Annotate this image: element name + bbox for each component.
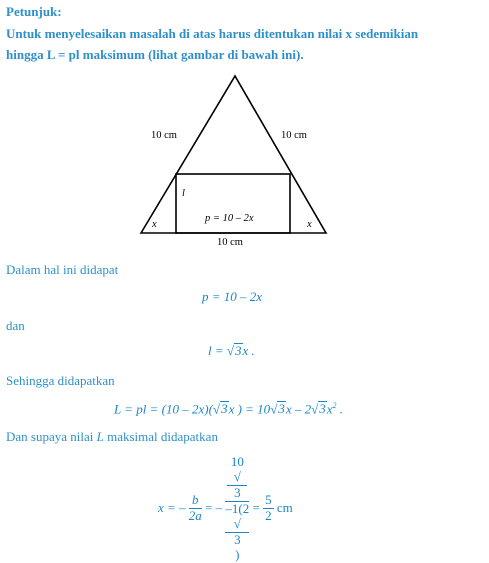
left-x-label: x [152, 219, 157, 230]
text-and: dan [6, 318, 25, 333]
equation-p: p = 10 – 2x [202, 289, 263, 304]
text-so-obtained: Sehingga didapatkan [6, 373, 115, 388]
intro-line-1: Untuk menyelesaikan masalah di atas harus ditentukan nilai x sedemikian [6, 26, 419, 41]
right-side-label: 10 cm [281, 130, 307, 141]
equation-L: L = pl = (10 – 2x)(√3x ) = $10√3x - 2√3x^2$ . [114, 401, 344, 417]
intro-line-2: hingga L = pl maksimum (lihat gambar di bawah ini). [6, 47, 304, 62]
left-side-label: 10 cm [151, 130, 177, 141]
inscribed-rectangle [176, 174, 290, 233]
text-in-this-case: Dalam hal ini didapat [6, 262, 119, 277]
equation-x: x = – $\frac{b}{2a}$ = – 10 √ 3 –1(2 √ 3 ) = $\frac{5}{2}$ cm [158, 454, 293, 562]
base-label: 10 cm [217, 237, 243, 248]
triangle-outline [141, 76, 326, 233]
height-label: l [182, 188, 185, 199]
text-for-max: Dan supaya nilai L maksimal didapatkan [6, 429, 218, 444]
inner-width-label: p = 10 – 2x [205, 213, 254, 224]
equation-l: l = √3x . [208, 343, 255, 358]
heading: Petunjuk: [6, 4, 62, 19]
right-x-label: x [307, 219, 312, 230]
